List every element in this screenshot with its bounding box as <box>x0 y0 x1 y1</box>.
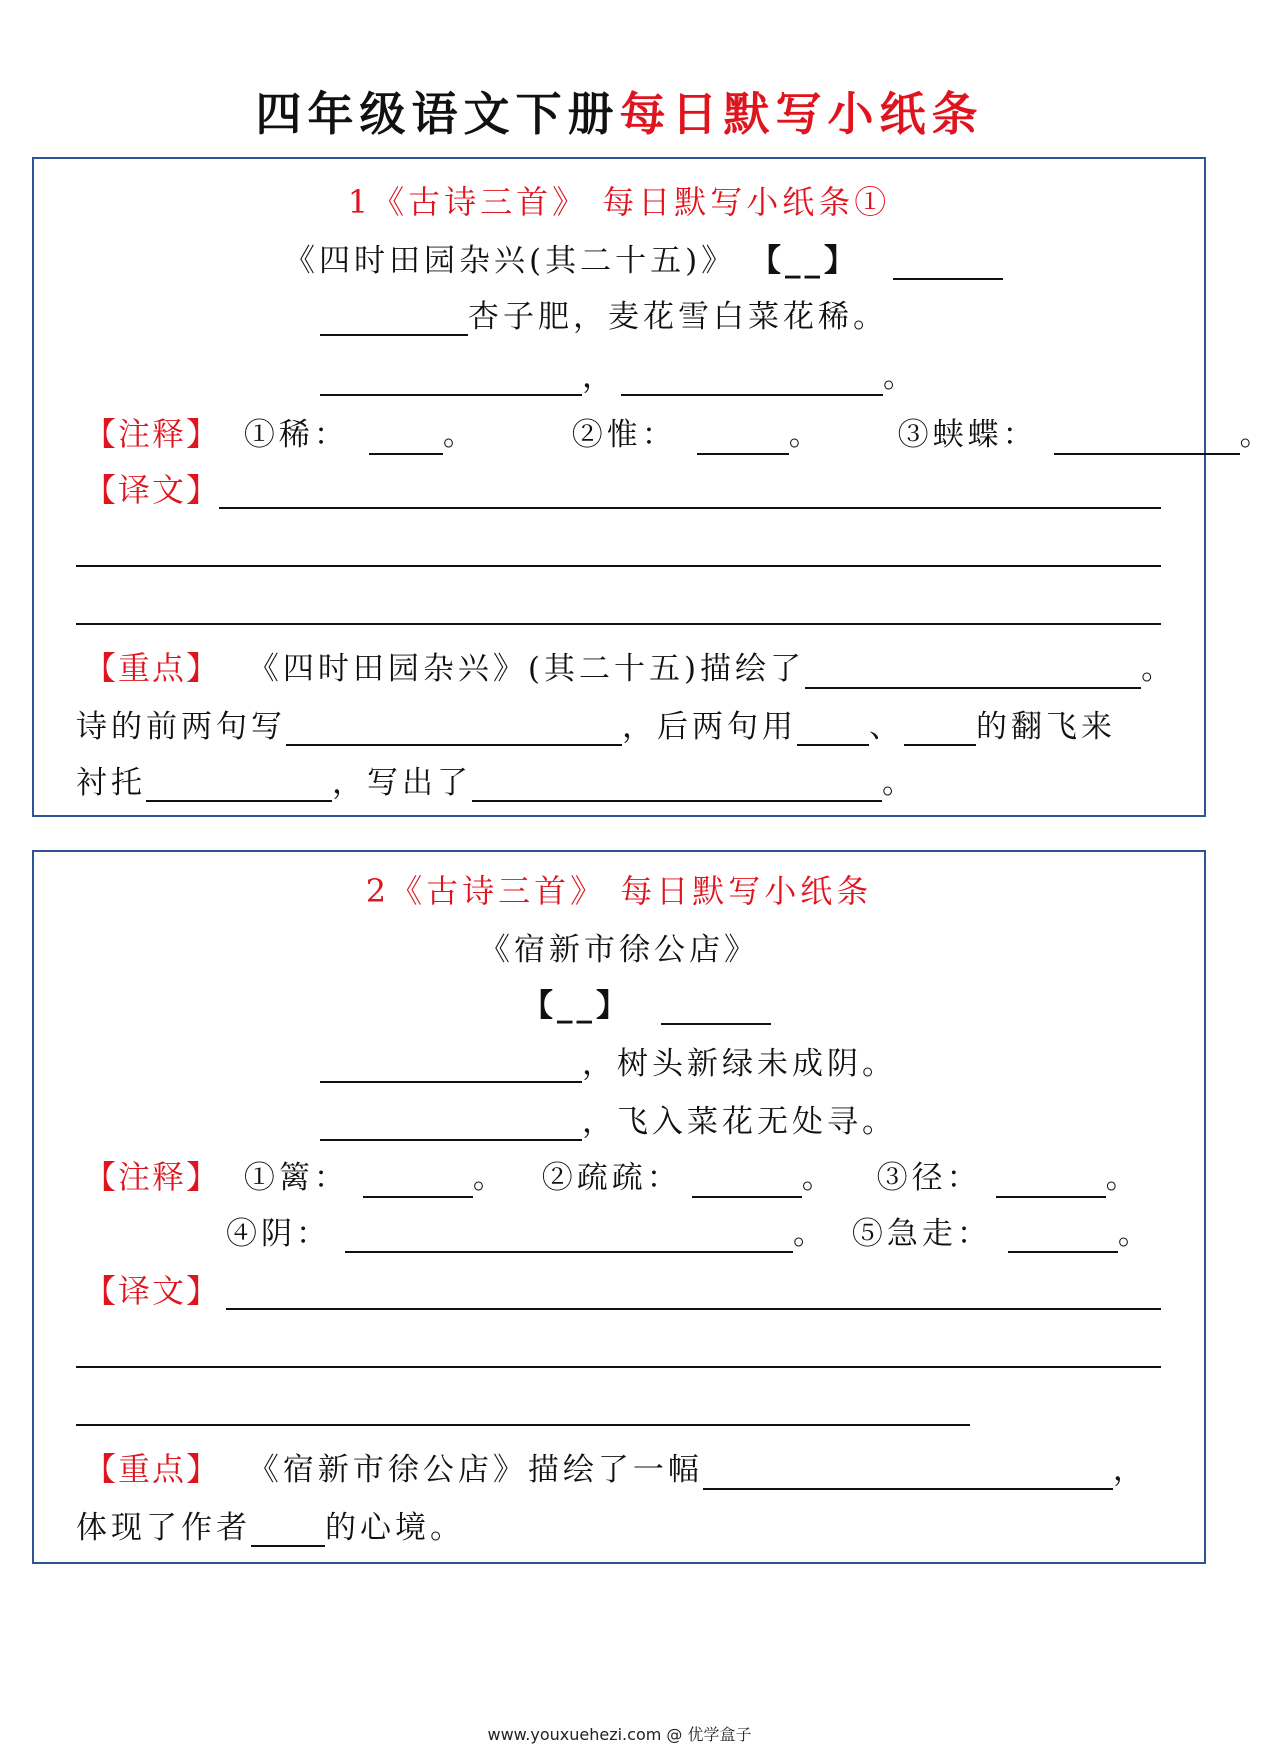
card2-note5-blank[interactable] <box>1008 1217 1118 1253</box>
card1-key3-blank-a[interactable] <box>146 766 332 802</box>
card2-note3-blank[interactable] <box>996 1162 1106 1198</box>
card2-poem-title: 《宿新市徐公店》 <box>479 932 759 968</box>
card1-header: 1《古诗三首》 每日默写小纸条① <box>347 183 891 221</box>
card2-translation-line-3[interactable] <box>76 1424 970 1426</box>
card1-verse1-blank[interactable] <box>320 300 468 336</box>
title-black: 四年级语文下册 <box>255 87 620 141</box>
card1-key-text-2d: 的翻飞来 <box>976 709 1116 745</box>
card1-key-text-2b: ，后两句用 <box>622 709 797 745</box>
card2-verse-line-2 <box>320 1096 897 1141</box>
card2-translation-line-1[interactable] <box>226 1308 1161 1310</box>
card2-note4: ④阴： <box>226 1216 331 1252</box>
card1-note1: ①稀： <box>243 417 349 453</box>
card2-key-text-2b: 的心境。 <box>325 1510 465 1546</box>
card1-key1-blank[interactable] <box>805 653 1141 689</box>
worksheet-card-1 <box>32 157 1275 817</box>
card1-key3-period: 。 <box>882 765 917 801</box>
card1-verse2-blank-a[interactable] <box>320 360 582 396</box>
card2-note3-period: 。 <box>1105 1160 1141 1196</box>
card1-verse2-period: 。 <box>883 359 918 395</box>
card1-translation-line-2[interactable] <box>76 565 1161 567</box>
card2-key-row-2 <box>76 1502 465 1547</box>
card1-key2-blank-b[interactable] <box>797 710 869 746</box>
card1-key-text-2a: 诗的前两句写 <box>76 709 286 745</box>
card1-notes-tag: 【注释】 <box>84 415 221 453</box>
card2-translation-tag: 【译文】 <box>84 1272 221 1310</box>
page-title <box>0 78 1239 144</box>
card2-note5: ⑤急走： <box>851 1216 992 1252</box>
card2-key-text-2a: 体现了作者 <box>76 1510 251 1546</box>
card1-verse1-tail: 杏子肥，麦花雪白菜花稀。 <box>468 299 888 335</box>
card2-author-row <box>522 980 771 1025</box>
card1-note3-blank[interactable] <box>1054 419 1240 455</box>
card1-note3-period: 。 <box>1239 417 1275 453</box>
card1-verse-line-2 <box>320 351 918 396</box>
card2-translation-line-2[interactable] <box>76 1366 1161 1368</box>
card2-verse1-tail: ，树头新绿未成阴。 <box>582 1046 897 1082</box>
card2-key1-comma: ， <box>1112 1452 1148 1488</box>
title-red: 每日默写小纸条 <box>619 87 984 141</box>
card1-author-bracket: 【__】 <box>750 243 860 279</box>
card2-note3: ③径： <box>876 1160 982 1196</box>
card2-note5-period: 。 <box>1117 1216 1153 1252</box>
card2-verse2-tail: ，飞入菜花无处寻。 <box>582 1104 897 1140</box>
card1-key1-period: 。 <box>1141 651 1177 687</box>
card1-note2: ②惟： <box>571 417 677 453</box>
card2-key-text-1: 《宿新市徐公店》描绘了一幅 <box>247 1452 703 1488</box>
card1-key-text-1: 《四时田园杂兴》(其二十五)描绘了 <box>247 651 806 687</box>
card1-key-text-3b: ，写出了 <box>332 765 472 801</box>
card1-poem-title: 《四时田园杂兴(其二十五)》 <box>284 243 737 279</box>
card1-verse-line-1 <box>320 291 888 336</box>
page-footer: www.youxuehezi.com @ 优学盒子 <box>487 1725 752 1744</box>
card1-note1-blank[interactable] <box>369 419 443 455</box>
card2-note4-period: 。 <box>793 1216 828 1252</box>
card1-key2-blank-a[interactable] <box>286 710 622 746</box>
card1-key-row-2 <box>76 701 1116 746</box>
card1-translation-tag: 【译文】 <box>84 471 221 509</box>
card2-author-bracket: 【__】 <box>522 988 631 1024</box>
card2-translation-row <box>84 1266 220 1312</box>
card1-key3-blank-b[interactable] <box>472 766 882 802</box>
card2-notes-row-1 <box>84 1152 1141 1198</box>
card1-verse2-comma: ， <box>582 359 617 395</box>
card2-verse2-blank[interactable] <box>320 1105 582 1141</box>
card2-note2-blank[interactable] <box>692 1162 802 1198</box>
card1-key-text-3a: 衬托 <box>76 765 146 801</box>
card2-author-blank[interactable] <box>661 989 771 1025</box>
card1-notes-row <box>84 409 1275 455</box>
card2-note1: ①篱： <box>243 1160 349 1196</box>
card1-note2-blank[interactable] <box>697 419 789 455</box>
card1-note3: ③蛱蝶： <box>897 417 1038 453</box>
card2-key2-blank[interactable] <box>251 1511 325 1547</box>
card2-key-row-1 <box>84 1444 1148 1490</box>
card2-verse1-blank[interactable] <box>320 1047 582 1083</box>
card1-note1-period: 。 <box>442 417 478 453</box>
worksheet-card-2 <box>32 850 1206 1564</box>
card1-author-blank[interactable] <box>893 244 1003 280</box>
card1-key-row-3 <box>76 757 917 802</box>
card2-notes-tag: 【注释】 <box>84 1158 221 1196</box>
card2-verse-line-1 <box>320 1038 897 1083</box>
card1-key-text-2c: 、 <box>869 709 904 745</box>
card2-key-tag: 【重点】 <box>84 1450 221 1488</box>
card2-note1-period: 。 <box>472 1160 508 1196</box>
card2-key1-blank[interactable] <box>703 1454 1113 1490</box>
card1-translation-line-3[interactable] <box>76 623 1161 625</box>
card1-key2-blank-c[interactable] <box>904 710 976 746</box>
card1-verse2-blank-b[interactable] <box>621 360 883 396</box>
card2-note2-period: 。 <box>801 1160 837 1196</box>
card2-note2: ②疏疏： <box>541 1160 682 1196</box>
card1-translation-line-1[interactable] <box>219 507 1161 509</box>
card1-key-row-1 <box>84 643 1176 689</box>
card2-note4-blank[interactable] <box>345 1217 793 1253</box>
card1-translation-row <box>84 465 220 511</box>
card2-header: 2《古诗三首》 每日默写小纸条 <box>365 872 873 910</box>
card1-key-tag: 【重点】 <box>84 649 221 687</box>
card2-note1-blank[interactable] <box>363 1162 473 1198</box>
card2-notes-row-2 <box>226 1208 1153 1253</box>
card1-poem-title-row <box>284 235 1003 280</box>
card1-note2-period: 。 <box>788 417 824 453</box>
